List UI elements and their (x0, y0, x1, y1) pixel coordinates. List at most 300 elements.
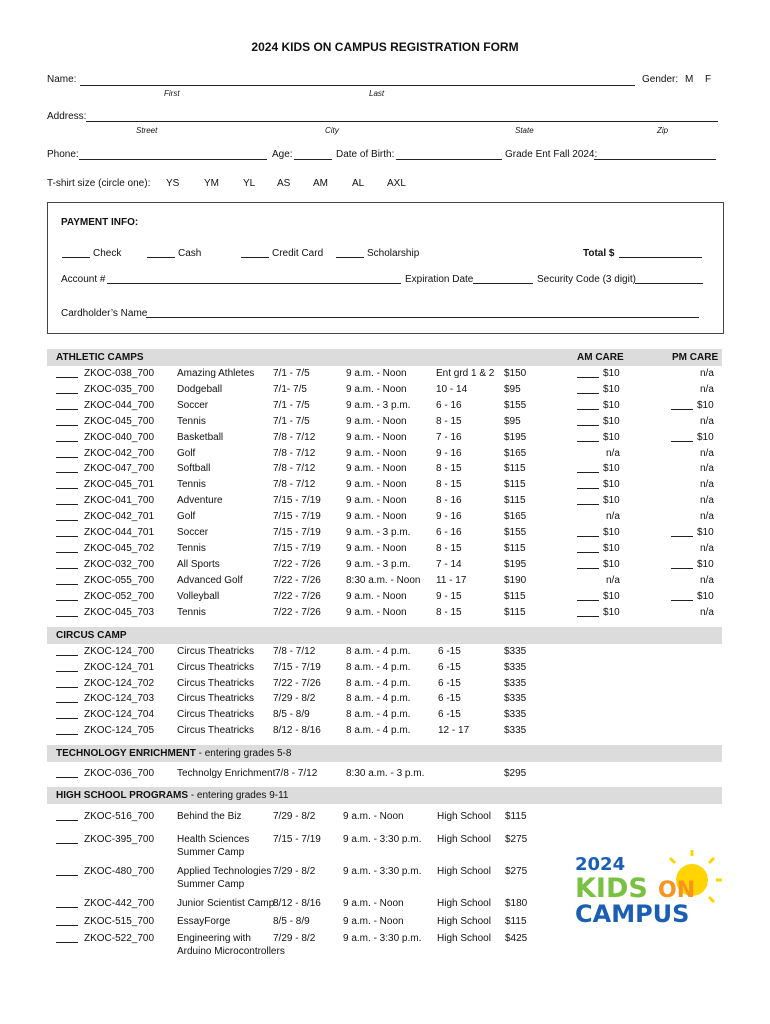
account-field[interactable] (107, 283, 401, 284)
am-care-blank[interactable] (577, 400, 599, 410)
course-code: ZKOC-480_700 (84, 866, 155, 877)
select-blank[interactable] (56, 591, 78, 601)
course-code: ZKOC-044_700 (84, 399, 155, 411)
pm-care-value: n/a (700, 574, 714, 586)
course-name: Amazing Athletes (177, 368, 255, 379)
course-dates: 7/22 - 7/26 (273, 606, 321, 618)
course-dates: 7/15 - 7/19 (273, 542, 321, 554)
course-code: ZKOC-042_700 (84, 447, 155, 459)
table-row (56, 400, 716, 414)
course-code: ZKOC-124_701 (84, 661, 155, 673)
am-care-blank[interactable] (577, 591, 599, 601)
course-ages: 9 - 16 (436, 511, 462, 523)
course-price: $195 (504, 558, 527, 570)
select-blank[interactable] (56, 662, 78, 672)
credit-blank[interactable] (241, 257, 269, 258)
pm-care-value: $10 (697, 399, 714, 411)
am-care-blank[interactable] (577, 527, 599, 537)
pm-care-blank[interactable] (671, 559, 693, 569)
am-care-value: n/a (606, 511, 620, 523)
select-blank[interactable] (56, 400, 78, 410)
course-code: ZKOC-045_700 (84, 415, 155, 427)
age-label: Age: (272, 149, 293, 160)
course-code: ZKOC-124_705 (84, 725, 155, 736)
am-care-blank[interactable] (577, 384, 599, 394)
course-code: ZKOC-032_700 (84, 558, 155, 570)
course-name: Dodgeball (177, 383, 223, 395)
tech-note: - entering grades 5-8 (195, 748, 292, 759)
dob-field[interactable] (396, 159, 502, 160)
course-code: ZKOC-055_700 (84, 574, 155, 586)
size-axl[interactable]: AXL (387, 178, 406, 189)
course-time: 9 a.m. - 3 p.m. (346, 527, 411, 538)
pm-care-value: n/a (700, 479, 714, 491)
course-price: $150 (504, 368, 527, 379)
course-ages: 8 - 15 (436, 415, 462, 427)
course-ages: 9 - 16 (436, 447, 462, 459)
form-title: 2024 KIDS ON CAMPUS REGISTRATION FORM (251, 40, 519, 54)
select-blank[interactable] (56, 768, 78, 778)
expiration-field[interactable] (473, 283, 533, 284)
course-time: 9 a.m. - Noon (346, 495, 407, 507)
course-dates: 7/15 - 7/19 (273, 511, 321, 523)
course-dates: 7/1- 7/5 (273, 383, 307, 395)
course-name: Technolgy Enrichment (177, 768, 276, 779)
course-dates: 7/15 - 7/19 (273, 834, 321, 845)
am-care-value: $10 (603, 542, 620, 554)
course-name: Circus Theatricks (177, 646, 255, 657)
course-name: Circus Theatricks (177, 693, 255, 705)
expiration-label: Expiration Date (405, 274, 474, 285)
course-name: Circus Theatricks (177, 725, 255, 736)
course-name: Advanced Golf (177, 574, 243, 586)
tech-header (47, 745, 722, 762)
phone-label: Phone: (47, 149, 79, 160)
select-blank[interactable] (56, 511, 78, 521)
course-time: 9 a.m. - Noon (343, 916, 404, 927)
course-dates: 7/22 - 7/26 (273, 590, 321, 602)
select-blank[interactable] (56, 527, 78, 537)
select-blank[interactable] (56, 646, 78, 656)
course-time: 9 a.m. - Noon (346, 542, 407, 554)
table-row (56, 575, 716, 589)
course-name: Golf (177, 511, 196, 523)
table-row (56, 511, 716, 525)
course-price: $425 (505, 933, 528, 944)
hs-note: - entering grades 9-11 (188, 790, 289, 801)
table-row (56, 495, 716, 509)
select-blank[interactable] (56, 432, 78, 442)
course-code: ZKOC-442_700 (84, 898, 155, 909)
table-row (56, 646, 716, 660)
am-care-value: n/a (606, 574, 620, 586)
zip-caption: Zip (657, 126, 669, 135)
pm-care-value: n/a (700, 447, 714, 459)
gender-m[interactable]: M (685, 74, 694, 85)
course-ages: 8 - 15 (436, 606, 462, 618)
pm-care-value: n/a (700, 415, 714, 427)
pm-care-value: $10 (697, 431, 714, 443)
course-ages: 8 - 15 (436, 542, 462, 554)
course-dates: 7/8 - 7/12 (273, 431, 316, 443)
pm-care-value: n/a (700, 383, 714, 395)
course-time: 9 a.m. - Noon (346, 415, 407, 427)
am-care-blank[interactable] (577, 479, 599, 489)
table-row (56, 933, 716, 961)
course-dates: 8/5 - 8/9 (273, 916, 310, 927)
table-row (56, 662, 716, 676)
course-dates: 7/1 - 7/5 (273, 415, 310, 427)
course-level: High School (437, 916, 491, 927)
select-blank[interactable] (56, 834, 78, 844)
course-price: $165 (504, 447, 527, 459)
table-row (56, 432, 716, 446)
course-ages: Ent grd 1 & 2 (436, 368, 495, 379)
course-price: $115 (504, 479, 526, 491)
course-price: $115 (504, 463, 526, 475)
course-dates: 8/5 - 8/9 (273, 709, 310, 721)
first-caption: First (164, 89, 180, 98)
course-name: Soccer (177, 527, 209, 538)
course-ages: 6 -15 (438, 709, 461, 721)
select-blank[interactable] (56, 543, 78, 553)
kids-on-campus-logo (572, 850, 722, 930)
pm-care-blank[interactable] (671, 432, 693, 442)
course-dates: 7/29 - 8/2 (273, 811, 316, 822)
am-care-value: $10 (603, 495, 620, 507)
course-name: Behind the Biz (177, 811, 242, 822)
course-price: $115 (505, 811, 527, 822)
course-name-line2: Arduino Microcontrollers (177, 946, 285, 957)
course-time: 8:30 a.m. - Noon (346, 574, 421, 586)
am-care-value: $10 (603, 383, 620, 395)
course-time: 9 a.m. - Noon (346, 463, 407, 475)
select-blank[interactable] (56, 495, 78, 505)
course-code: ZKOC-522_700 (84, 933, 155, 944)
am-care-blank[interactable] (577, 495, 599, 505)
grade-label: Grade Ent Fall 2024: (505, 149, 598, 160)
course-price: $115 (504, 495, 526, 507)
course-name-line2: Summer Camp (177, 847, 245, 858)
size-am[interactable]: AM (313, 178, 328, 189)
name-field[interactable] (80, 85, 635, 86)
course-name: Basketball (177, 431, 224, 443)
course-code: ZKOC-052_700 (84, 590, 155, 602)
am-care-value: $10 (603, 368, 620, 379)
course-name: Adventure (177, 495, 223, 507)
am-care-value: $10 (603, 590, 620, 602)
course-price: $275 (505, 834, 528, 845)
security-label: Security Code (3 digit) (537, 274, 636, 285)
select-blank[interactable] (56, 709, 78, 719)
course-time: 9 a.m. - 3:30 p.m. (343, 933, 422, 944)
address-label: Address: (47, 111, 87, 122)
course-dates: 7/8 - 7/12 (273, 463, 316, 475)
course-name: EssayForge (177, 916, 231, 927)
size-ym[interactable]: YM (204, 178, 219, 189)
dob-label: Date of Birth: (336, 149, 395, 160)
course-time: 8 a.m. - 4 p.m. (346, 661, 411, 673)
course-time: 9 a.m. - 3 p.m. (346, 558, 411, 570)
check-blank[interactable] (62, 257, 90, 258)
course-time: 8 a.m. - 4 p.m. (346, 725, 411, 736)
course-price: $295 (504, 768, 527, 779)
course-name: Tennis (177, 542, 206, 554)
table-row (56, 693, 716, 707)
course-name: Tennis (177, 479, 206, 491)
select-blank[interactable] (56, 575, 78, 585)
select-blank[interactable] (56, 416, 78, 426)
course-time: 9 a.m. - Noon (346, 606, 407, 618)
course-time: 9 a.m. - Noon (346, 383, 407, 395)
course-time: 8:30 a.m. - 3 p.m. (346, 768, 425, 779)
course-price: $190 (504, 574, 527, 586)
city-caption: City (325, 126, 339, 135)
course-name-line2: Summer Camp (177, 879, 245, 890)
course-code: ZKOC-045_701 (84, 479, 155, 491)
course-dates: 8/12 - 8/16 (273, 725, 321, 736)
grade-field[interactable] (594, 159, 716, 160)
course-price: $275 (505, 866, 528, 877)
course-ages: 7 - 14 (436, 558, 462, 570)
course-name: Engineering with (177, 933, 251, 944)
am-care-blank[interactable] (577, 432, 599, 442)
pm-care-value: n/a (700, 511, 714, 523)
select-blank[interactable] (56, 811, 78, 821)
course-dates: 7/15 - 7/19 (273, 527, 321, 538)
course-name: Circus Theatricks (177, 661, 255, 673)
course-code: ZKOC-124_700 (84, 646, 155, 657)
am-care-value: $10 (603, 606, 620, 618)
course-time: 8 a.m. - 4 p.m. (346, 709, 411, 721)
hs-heading: HIGH SCHOOL PROGRAMS (56, 790, 189, 801)
select-blank[interactable] (56, 368, 78, 378)
course-ages: 6 -15 (438, 646, 461, 657)
state-caption: State (515, 126, 534, 135)
total-field[interactable] (619, 257, 702, 258)
logo-on: ON (658, 878, 696, 903)
course-price: $115 (504, 606, 526, 618)
course-price: $115 (504, 542, 526, 554)
table-row (56, 678, 716, 692)
select-blank[interactable] (56, 384, 78, 394)
course-code: ZKOC-041_700 (84, 495, 155, 507)
course-dates: 7/15 - 7/19 (273, 661, 321, 673)
phone-field[interactable] (79, 159, 267, 160)
course-ages: 6 -15 (438, 661, 461, 673)
course-dates: 7/15 - 7/19 (273, 495, 321, 507)
select-blank[interactable] (56, 725, 78, 735)
logo-year: 2024 (575, 854, 626, 875)
select-blank[interactable] (56, 463, 78, 473)
course-name: Golf (177, 447, 196, 459)
course-dates: 7/22 - 7/26 (273, 558, 321, 570)
am-care-value: $10 (603, 479, 620, 491)
course-code: ZKOC-044_701 (84, 527, 155, 538)
cardholder-field[interactable] (146, 317, 699, 318)
course-ages: 12 - 17 (438, 725, 470, 736)
course-name: Circus Theatricks (177, 677, 255, 689)
course-price: $195 (504, 431, 527, 443)
am-care-value: $10 (603, 431, 620, 443)
course-time: 8 a.m. - 4 p.m. (346, 677, 411, 689)
course-dates: 7/29 - 8/2 (273, 866, 316, 877)
pm-care-blank[interactable] (671, 527, 693, 537)
security-field[interactable] (635, 283, 703, 284)
select-blank[interactable] (56, 678, 78, 688)
course-code: ZKOC-515_700 (84, 916, 155, 927)
scholarship-blank[interactable] (336, 257, 364, 258)
am-care-value: n/a (606, 447, 620, 459)
table-row (56, 463, 716, 477)
course-dates: 7/29 - 8/2 (273, 933, 316, 944)
course-level: High School (437, 834, 491, 845)
am-care-blank[interactable] (577, 543, 599, 553)
course-time: 9 a.m. - Noon (346, 368, 407, 379)
circus-heading: CIRCUS CAMP (56, 630, 127, 641)
course-ages: 6 -15 (438, 677, 461, 689)
course-time: 9 a.m. - 3 p.m. (346, 399, 411, 411)
pm-care-blank[interactable] (671, 591, 693, 601)
size-al[interactable]: AL (352, 178, 365, 189)
pm-care-blank[interactable] (671, 400, 693, 410)
table-row (56, 368, 716, 382)
course-time: 9 a.m. - Noon (343, 898, 404, 909)
pm-care-heading: PM CARE (672, 352, 719, 363)
pm-care-value: n/a (700, 463, 714, 475)
course-price: $335 (504, 677, 527, 689)
course-name: Tennis (177, 606, 206, 618)
table-row (56, 543, 716, 557)
course-name: Tennis (177, 415, 206, 427)
course-time: 8 a.m. - 4 p.m. (346, 693, 411, 705)
course-price: $115 (504, 590, 526, 602)
course-level: High School (437, 898, 491, 909)
course-dates: 7/1 - 7/5 (273, 368, 310, 379)
course-code: ZKOC-038_700 (84, 368, 155, 379)
athletic-heading: ATHLETIC CAMPS (56, 352, 144, 363)
size-ys[interactable]: YS (166, 178, 180, 189)
course-code: ZKOC-124_702 (84, 677, 155, 689)
course-name: Soccer (177, 399, 209, 411)
table-row (56, 725, 716, 739)
select-blank[interactable] (56, 916, 78, 926)
account-label: Account # (61, 274, 106, 285)
table-row (56, 607, 716, 621)
tech-heading: TECHNOLOGY ENRICHMENT (56, 748, 196, 759)
logo-campus: CAMPUS (575, 900, 690, 928)
am-care-value: $10 (603, 399, 620, 411)
course-name: Volleyball (177, 590, 220, 602)
table-row (56, 384, 716, 398)
gender-f[interactable]: F (705, 74, 712, 85)
course-dates: 7/22 - 7/26 (273, 677, 321, 689)
course-time: 9 a.m. - Noon (346, 479, 407, 491)
am-care-blank[interactable] (577, 607, 599, 617)
course-price: $335 (504, 646, 527, 657)
am-care-blank[interactable] (577, 368, 599, 378)
table-row (56, 479, 716, 493)
table-row (56, 709, 716, 723)
course-name: Junior Scientist Camp (177, 898, 275, 909)
course-ages: 6 - 16 (436, 399, 462, 411)
payment-heading: PAYMENT INFO: (61, 217, 139, 228)
table-row (56, 559, 716, 573)
course-dates: 7/8 - 7/12 (273, 646, 316, 657)
course-time: 9 a.m. - Noon (346, 431, 407, 443)
select-blank[interactable] (56, 448, 78, 458)
course-ages: 10 - 14 (436, 383, 468, 395)
name-label: Name: (47, 74, 77, 85)
address-field[interactable] (86, 121, 718, 122)
course-dates: 7/29 - 8/2 (273, 693, 316, 705)
select-blank[interactable] (56, 898, 78, 908)
course-code: ZKOC-035_700 (84, 383, 155, 395)
course-name: Applied Technologies (177, 866, 272, 877)
credit-label: Credit Card (272, 248, 324, 259)
cardholder-label: Cardholder’s Name (61, 308, 148, 319)
table-row (56, 527, 716, 541)
tshirt-label: T-shirt size (circle one): (47, 178, 151, 189)
course-code: ZKOC-516_700 (84, 811, 155, 822)
total-label: Total $ (583, 248, 615, 259)
pm-care-value: n/a (700, 495, 714, 507)
select-blank[interactable] (56, 693, 78, 703)
select-blank[interactable] (56, 933, 78, 943)
am-care-blank[interactable] (577, 559, 599, 569)
select-blank[interactable] (56, 559, 78, 569)
course-dates: 7/8 - 7/12 (275, 768, 318, 779)
select-blank[interactable] (56, 479, 78, 489)
am-care-blank[interactable] (577, 463, 599, 473)
course-code: ZKOC-042_701 (84, 511, 155, 523)
course-time: 9 a.m. - Noon (346, 511, 407, 523)
course-level: High School (437, 933, 491, 944)
pm-care-value: n/a (700, 542, 714, 554)
course-name: All Sports (177, 558, 220, 570)
cash-blank[interactable] (147, 257, 175, 258)
course-ages: 6 - 16 (436, 527, 462, 538)
course-price: $335 (504, 725, 527, 736)
course-ages: 8 - 16 (436, 495, 462, 507)
course-level: High School (437, 811, 491, 822)
size-as[interactable]: AS (277, 178, 291, 189)
table-row (56, 768, 716, 782)
course-dates: 7/8 - 7/12 (273, 479, 316, 491)
select-blank[interactable] (56, 607, 78, 617)
pm-care-value: n/a (700, 368, 714, 379)
select-blank[interactable] (56, 866, 78, 876)
course-code: ZKOC-124_704 (84, 709, 155, 721)
age-field[interactable] (294, 159, 332, 160)
course-time: 9 a.m. - 3:30 p.m. (343, 834, 422, 845)
athletic-header (47, 349, 722, 366)
table-row (56, 448, 716, 462)
course-code: ZKOC-045_703 (84, 606, 155, 618)
course-code: ZKOC-040_700 (84, 431, 155, 443)
course-level: High School (437, 866, 491, 877)
course-code: ZKOC-047_700 (84, 463, 155, 475)
payment-box (47, 202, 724, 334)
course-ages: 6 -15 (438, 693, 461, 705)
course-price: $180 (505, 898, 528, 909)
course-time: 9 a.m. - Noon (343, 811, 404, 822)
course-price: $155 (504, 399, 527, 411)
size-yl[interactable]: YL (243, 178, 256, 189)
circus-header (47, 627, 722, 644)
pm-care-value: n/a (700, 606, 714, 618)
am-care-blank[interactable] (577, 416, 599, 426)
